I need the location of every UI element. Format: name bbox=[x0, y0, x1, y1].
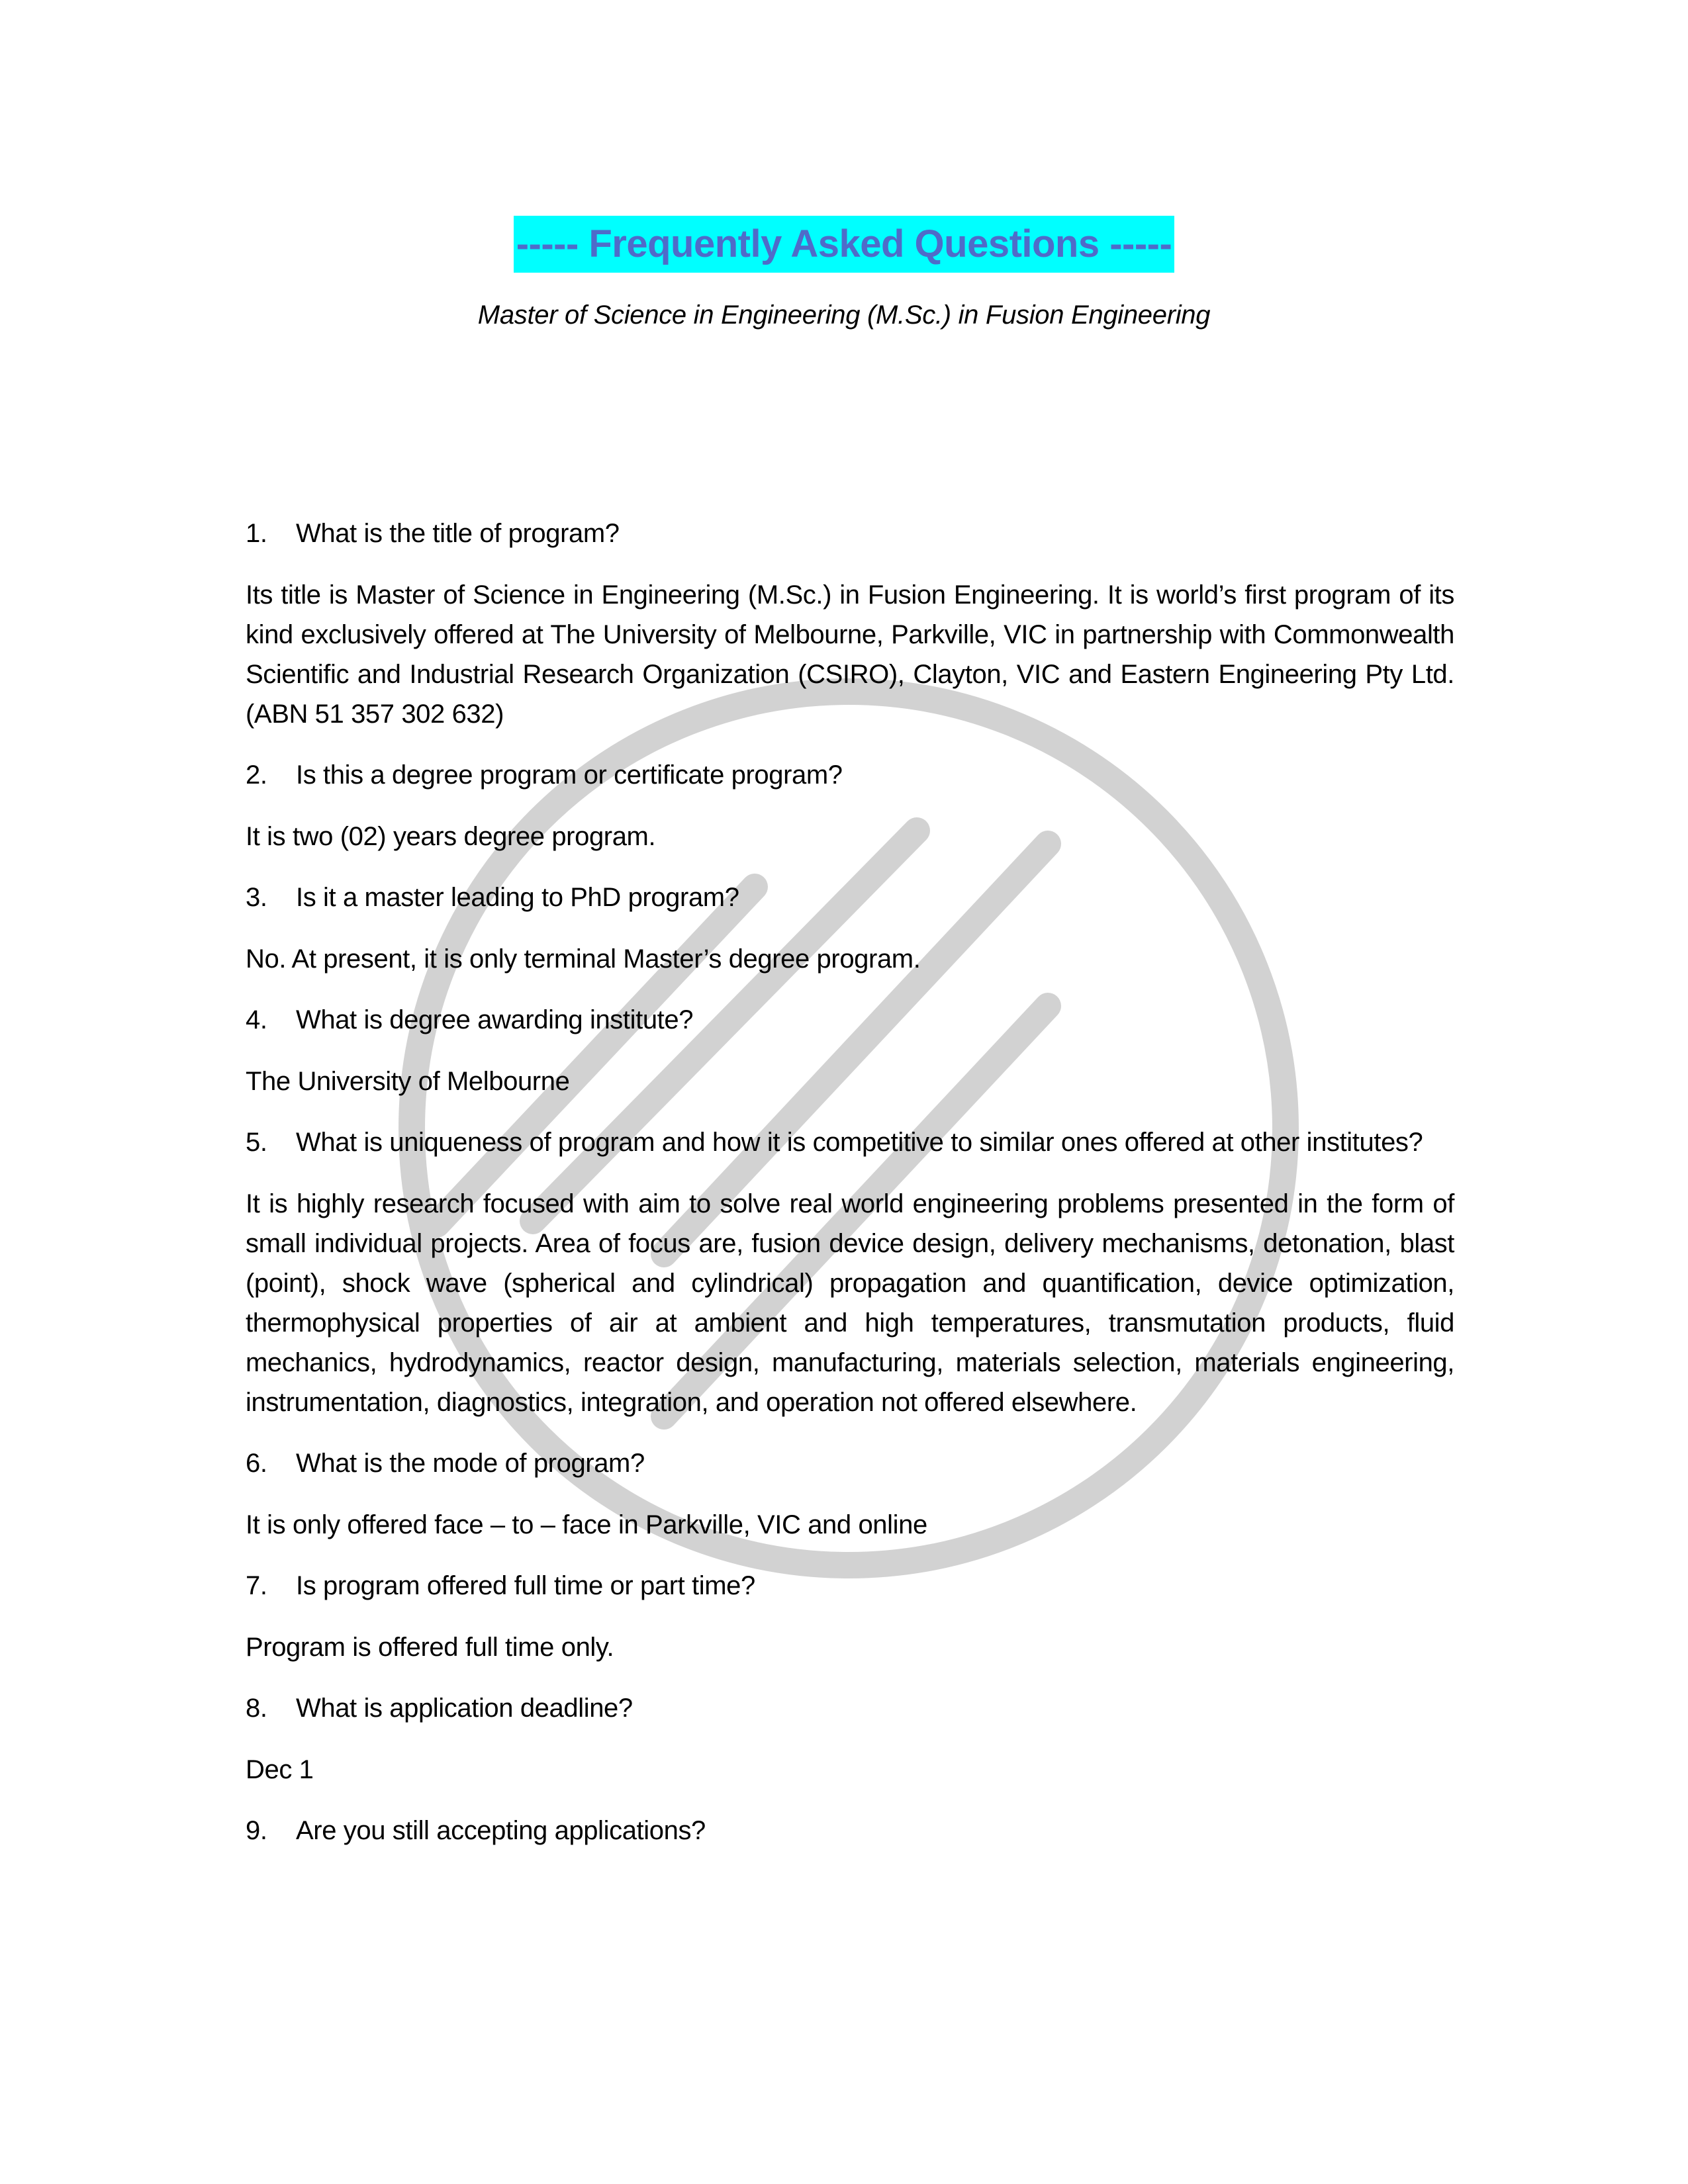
faq-answer: It is only offered face – to – face in Parkville, VIC and online bbox=[246, 1510, 927, 1539]
faq-question bbox=[246, 1000, 1454, 1040]
question-text: What is application deadline? bbox=[296, 1694, 633, 1723]
question-number: 5. bbox=[246, 1128, 267, 1157]
faq-question bbox=[246, 1443, 1454, 1483]
faq-question bbox=[246, 514, 1454, 553]
page-title: ----- Frequently Asked Questions ----- bbox=[514, 216, 1175, 273]
faq-answer: The University of Melbourne bbox=[246, 1067, 570, 1096]
question-number: 2. bbox=[246, 760, 267, 790]
question-text: What is the mode of program? bbox=[296, 1449, 645, 1478]
question-text: Is it a master leading to PhD program? bbox=[296, 883, 739, 912]
question-text: What is the title of program? bbox=[296, 519, 620, 548]
question-number: 1. bbox=[246, 519, 267, 548]
question-number: 3. bbox=[246, 883, 267, 912]
question-text: What is degree awarding institute? bbox=[296, 1005, 694, 1034]
title-container bbox=[0, 216, 1688, 273]
question-text: Are you still accepting applications? bbox=[296, 1816, 706, 1845]
question-number: 7. bbox=[246, 1571, 267, 1600]
question-text: Is this a degree program or certificate program? bbox=[296, 760, 843, 790]
faq-answer: It is two (02) years degree program. bbox=[246, 822, 656, 851]
faq-question bbox=[246, 1122, 1454, 1162]
faq-question bbox=[246, 1811, 1454, 1850]
faq-answer: Its title is Master of Science in Engineering (M.Sc.) in Fusion Engineering. It is world’s first program of its kind exclusively offered at The University of Melbourne, Parkville, VIC in partnership with Commonwealth Scientific and Industrial Research Organization (CSIRO), Clayton, VIC and Eastern Engineering Pty Ltd. (ABN 51 357 302 632) bbox=[246, 580, 1454, 729]
faq-question bbox=[246, 1566, 1454, 1606]
faq-answer: It is highly research focused with aim to solve real world engineering problems presented in the form of small individual projects. Area of focus are, fusion device design, delivery mechanisms, detonation, blast (point), shock wave (spherical and cylindrical) propagation and quantification, device optimization, thermophysical properties of air at ambient and high temperatures, transmutation products, fluid mechanics, hydrodynamics, reactor design, manufacturing, materials selection, materials engineering, instrumentation, diagnostics, integration, and operation not offered elsewhere. bbox=[246, 1189, 1454, 1417]
question-number: 6. bbox=[246, 1449, 267, 1478]
question-number: 4. bbox=[246, 1005, 267, 1034]
faq-answer: Program is offered full time only. bbox=[246, 1633, 614, 1662]
faq-question bbox=[246, 755, 1454, 795]
page-subtitle: Master of Science in Engineering (M.Sc.) in Fusion Engineering bbox=[477, 300, 1211, 330]
question-number: 9. bbox=[246, 1816, 267, 1845]
faq-question bbox=[246, 1688, 1454, 1728]
faq-answer: No. At present, it is only terminal Master’s degree program. bbox=[246, 944, 921, 974]
faq-list bbox=[246, 514, 1454, 1850]
faq-answer: Dec 1 bbox=[246, 1755, 314, 1784]
question-text: Is program offered full time or part time? bbox=[296, 1571, 755, 1600]
question-number: 8. bbox=[246, 1694, 267, 1723]
question-text: What is uniqueness of program and how it is competitive to similar ones offered at other institutes? bbox=[296, 1128, 1423, 1157]
faq-question bbox=[246, 878, 1454, 917]
